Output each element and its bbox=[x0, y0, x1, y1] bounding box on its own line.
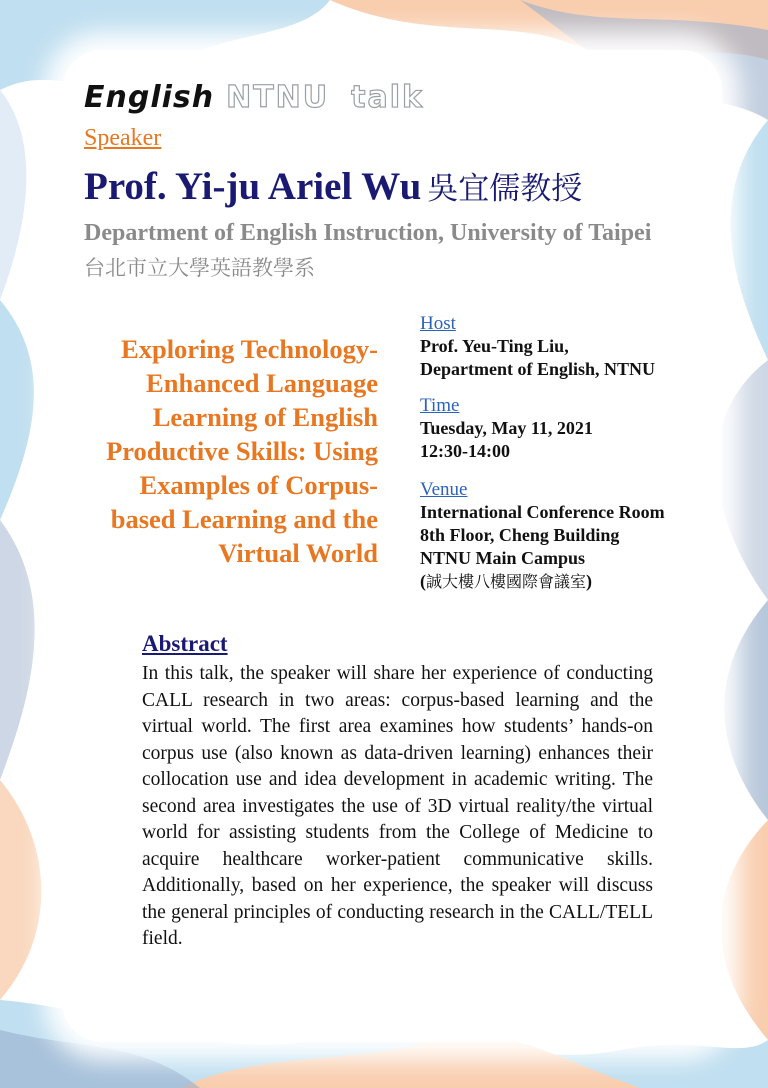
time-hours: 12:30-14:00 bbox=[420, 441, 510, 461]
host-name: Prof. Yeu-Ting Liu, bbox=[420, 336, 569, 356]
abstract-heading: Abstract bbox=[142, 631, 228, 656]
venue-campus: NTNU Main Campus bbox=[420, 548, 586, 568]
host-affiliation: Department of English, NTNU bbox=[420, 359, 656, 379]
time-label: Time bbox=[420, 395, 460, 416]
talk-title: Exploring Technology-Enhanced Language Learning of English Productive Skills: Using Examples of Corpus-based Learning and the Virtual World bbox=[106, 334, 378, 568]
abstract-body: In this talk, the speaker will share her experience of conducting CALL research in two areas: corpus-based learning and the virtual world. The first area examines how students’ hands-on corpus use (also known as data-driven learning) enhances their collocation use and idea development in academic writing. The second area investigates the use of 3D virtual reality/the virtual world for assisting students from the College of Medicine to acquire healthcare worker-patient communicative skills. Additionally, based on her experience, the speaker will discuss the general principles of conducting research in the CALL/TELL field. bbox=[142, 663, 653, 949]
english-ntnu-talk-logo bbox=[84, 80, 424, 116]
host-block bbox=[420, 313, 720, 381]
venue-block bbox=[420, 479, 720, 593]
venue-floor: 8th Floor, Cheng Building bbox=[420, 525, 620, 545]
venue-room: International Conference Room bbox=[420, 502, 665, 522]
host-label: Host bbox=[420, 313, 456, 334]
venue-paren-close: ) bbox=[586, 571, 593, 591]
logo-word-talk: talk bbox=[351, 80, 424, 115]
venue-zh bbox=[420, 570, 720, 593]
logo-word-english: English bbox=[84, 80, 215, 115]
time-date: Tuesday, May 11, 2021 bbox=[420, 418, 593, 438]
logo-word-ntnu: NTNU bbox=[226, 80, 330, 115]
speaker-label: Speaker bbox=[84, 125, 162, 151]
speaker-name-zh: 吳宜儒教授 bbox=[427, 171, 583, 207]
venue-paren-open: ( bbox=[420, 571, 426, 591]
speaker-department-en: Department of English Instruction, University of Taipei bbox=[84, 220, 652, 246]
venue-zh-text: 誠大樓八樓國際會議室 bbox=[426, 572, 587, 591]
speaker-name-en: Prof. Yi-ju Ariel Wu bbox=[84, 165, 422, 208]
venue-label: Venue bbox=[420, 479, 468, 500]
speaker-name bbox=[84, 163, 582, 209]
time-block bbox=[420, 395, 720, 463]
speaker-department-zh: 台北市立大學英語教學系 bbox=[84, 256, 315, 280]
